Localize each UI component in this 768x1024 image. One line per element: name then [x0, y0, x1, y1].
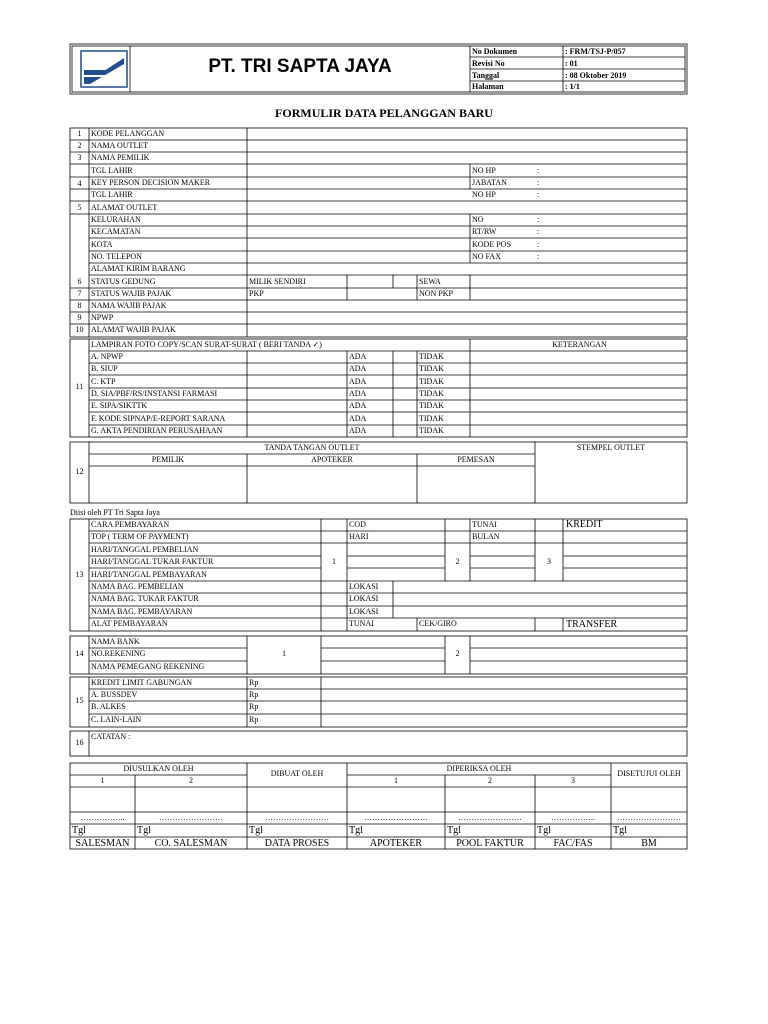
field-label: STATUS WAJIB PAJAK: [91, 289, 172, 298]
form-label: 2: [455, 557, 460, 566]
meta-value: : 1/1: [565, 82, 580, 91]
form-label: DISETUJUI OLEH: [617, 769, 681, 778]
role-label: CO. SALESMAN: [154, 838, 228, 849]
meta-label: No Dokumen: [472, 47, 518, 56]
company-logo: [80, 50, 128, 88]
field-label: KODE POS: [472, 240, 511, 249]
role-label: FAC/FAS: [553, 838, 593, 849]
signature-line: ……………..: [80, 813, 125, 822]
form-label: TANDA TANGAN OUTLET: [264, 443, 360, 452]
field-label: CARA PEMBAYARAN: [91, 520, 170, 529]
field-label: TOP ( TERM OF PAYMENT): [91, 532, 189, 541]
document-item: A. NPWP: [91, 352, 124, 361]
form-title: FORMULIR DATA PELANGGAN BARU: [275, 106, 493, 120]
field-label: KOTA: [91, 240, 113, 249]
currency-label: Rp: [249, 678, 259, 687]
field-label: NAMA OUTLET: [91, 141, 149, 150]
role-label: POOL FAKTUR: [456, 838, 524, 849]
signature-line: ……………………: [265, 813, 329, 822]
form-label: A. BUSSDEV: [91, 690, 138, 699]
option-tidak: TIDAK: [419, 388, 444, 398]
meta-label: Revisi No: [472, 59, 505, 68]
field-label: KECAMATAN: [91, 227, 141, 236]
colon: :: [537, 240, 540, 249]
row-number: 13: [75, 570, 84, 579]
field-label: ALAMAT OUTLET: [91, 203, 158, 212]
form-label: DIPERIKSA OLEH: [446, 764, 512, 773]
date-label: Tgl: [349, 825, 363, 836]
field-label: KEY PERSON DECISION MAKER: [91, 178, 211, 187]
currency-label: Rp: [249, 690, 259, 699]
form-label: TUNAI: [472, 520, 497, 529]
option-ada: ADA: [349, 376, 367, 386]
form-label: BULAN: [472, 532, 500, 541]
field-label: NAMA BAG. TUKAR FAKTUR: [91, 594, 199, 603]
document-item: B. SIUP: [91, 364, 118, 374]
document-item: C. KTP: [91, 376, 116, 386]
role-label: DATA PROSES: [264, 838, 330, 849]
date-label: Tgl: [537, 825, 551, 836]
form-label: NAMA PEMEGANG REKENING: [91, 662, 205, 671]
meta-value: : 08 Oktober 2019: [565, 71, 627, 80]
field-label: KELURAHAN: [91, 215, 141, 224]
form-label: DIUSULKAN OLEH: [123, 764, 194, 773]
field-label: HARI/TANGGAL PEMBAYARAN: [91, 570, 207, 579]
meta-value: : 01: [565, 59, 578, 68]
row-number: 5: [77, 203, 82, 212]
signature-line: ……………..: [551, 813, 595, 822]
form-label: 3: [547, 557, 551, 566]
form-label: KETERANGAN: [552, 340, 607, 349]
document-item: G. AKTA PENDIRIAN PERUSAHAAN: [91, 425, 223, 435]
form-label: SEWA: [419, 277, 441, 286]
form-label: 3: [571, 776, 575, 785]
option-tidak: TIDAK: [419, 401, 444, 411]
field-label: NO HP: [472, 166, 496, 175]
form-label: TRANSFER: [566, 619, 618, 630]
role-label: SALESMAN: [75, 838, 130, 849]
field-label: NO HP: [472, 190, 496, 199]
field-label: RT/RW: [472, 227, 497, 236]
form-label: PEMESAN: [457, 455, 495, 464]
field-label: ALAMAT KIRIM BARANG: [91, 264, 186, 273]
date-label: Tgl: [72, 825, 86, 836]
document-item: E. SIPA/SIKTTK: [91, 401, 148, 411]
form-label: 1: [282, 649, 286, 658]
field-label: TGL LAHIR: [91, 190, 133, 199]
form-label: PKP: [249, 289, 264, 298]
option-ada: ADA: [349, 388, 367, 398]
company-name: PT. TRI SAPTA JAYA: [208, 56, 392, 77]
meta-label: Halaman: [472, 82, 504, 91]
form-label: 1: [332, 557, 336, 566]
role-label: BM: [641, 838, 657, 849]
signature-line: ……………………: [458, 813, 522, 822]
form-label: KREDIT LIMIT GABUNGAN: [91, 678, 193, 687]
row-number: 15: [75, 696, 84, 705]
field-label: ALAT PEMBAYARAN: [91, 619, 168, 628]
field-label: NAMA BAG. PEMBAYARAN: [91, 607, 193, 616]
field-label: HARI/TANGGAL TUKAR FAKTUR: [91, 557, 214, 566]
form-label: APOTEKER: [311, 455, 353, 464]
form-label: HARI: [349, 532, 369, 541]
option-ada: ADA: [349, 364, 367, 374]
form-label: 2: [455, 649, 460, 658]
form-label: COD: [349, 520, 366, 529]
option-ada: ADA: [349, 413, 367, 423]
form-label: TUNAI: [349, 619, 374, 628]
row-number: 3: [77, 153, 82, 162]
field-label: TGL LAHIR: [91, 166, 133, 175]
form-label: CEK/GIRO: [419, 619, 457, 628]
form-label: NON PKP: [419, 289, 454, 298]
option-ada: ADA: [349, 425, 367, 435]
form-label: C. LAIN-LAIN: [91, 715, 142, 724]
date-label: Tgl: [613, 825, 627, 836]
row-number: 1: [77, 129, 82, 138]
colon: :: [537, 190, 540, 199]
row-number: 11: [75, 382, 84, 391]
form-label: DIBUAT OLEH: [270, 769, 324, 778]
form-label: LAMPIRAN FOTO COPY/SCAN SURAT-SURAT ( BERI TANDA ✓): [91, 340, 322, 349]
form-label: LOKASI: [349, 594, 379, 603]
option-tidak: TIDAK: [419, 376, 444, 386]
notes-label: CATATAN :: [91, 732, 131, 741]
form-label: NO.REKENING: [91, 649, 146, 658]
form-label: MILIK SENDIRI: [249, 277, 306, 286]
field-label: NAMA BAG. PEMBELIAN: [91, 582, 184, 591]
row-number: 10: [75, 325, 84, 334]
field-label: HARI/TANGGAL PEMBELIAN: [91, 545, 199, 554]
form-label: NAMA BANK: [91, 637, 140, 646]
option-ada: ADA: [349, 352, 367, 361]
meta-label: Tanggal: [472, 71, 500, 80]
field-label: JABATAN: [472, 178, 507, 187]
row-number: 7: [77, 289, 82, 298]
field-label: ALAMAT WAJIB PAJAK: [91, 325, 176, 334]
colon: :: [537, 178, 540, 187]
form-label: B. ALKES: [91, 702, 126, 711]
form-label: 1: [100, 776, 105, 785]
field-label: STATUS GEDUNG: [91, 277, 156, 286]
form-label: 2: [488, 776, 492, 785]
field-label: NO: [472, 215, 484, 224]
form-label: KREDIT: [566, 519, 603, 530]
row-number: 9: [77, 313, 82, 322]
field-label: NAMA WAJIB PAJAK: [91, 301, 167, 310]
signature-line: ……………………: [617, 813, 681, 822]
option-tidak: TIDAK: [419, 413, 444, 423]
field-label: NO FAX: [472, 252, 501, 261]
field-label: NPWP: [91, 313, 114, 322]
field-label: KODE PELANGGAN: [91, 129, 165, 138]
row-number: 12: [75, 467, 84, 476]
role-label: APOTEKER: [369, 838, 423, 849]
form-label: LOKASI: [349, 607, 379, 616]
option-tidak: TIDAK: [419, 425, 444, 435]
form-label: LOKASI: [349, 582, 379, 591]
option-ada: ADA: [349, 401, 367, 411]
currency-label: Rp: [249, 702, 259, 711]
date-label: Tgl: [249, 825, 263, 836]
form-label: STEMPEL OUTLET: [576, 443, 646, 452]
field-label: NO. TELEPON: [91, 252, 142, 261]
option-tidak: TIDAK: [419, 352, 444, 361]
colon: :: [537, 227, 540, 236]
row-number: 4: [77, 179, 82, 188]
colon: :: [537, 252, 540, 261]
note: Diisi oleh PT Tri Sapta Jaya: [70, 508, 160, 517]
document-item: D. SIA/PBF/RS/INSTANSI FARMASI: [91, 388, 218, 398]
signature-line: ……………………: [364, 813, 428, 822]
option-tidak: TIDAK: [419, 364, 444, 374]
signature-line: ……………………: [159, 813, 223, 822]
row-number: 14: [75, 649, 84, 658]
form-label: 2: [189, 776, 193, 785]
row-number: 6: [77, 277, 82, 286]
currency-label: Rp: [249, 715, 259, 724]
date-label: Tgl: [137, 825, 151, 836]
meta-value: : FRM/TSJ-P/057: [565, 47, 626, 56]
form-label: 1: [394, 776, 398, 785]
form-label: PEMILIK: [151, 455, 185, 464]
row-number: 2: [77, 141, 82, 150]
row-number: 16: [75, 738, 84, 747]
row-number: 8: [77, 301, 82, 310]
field-label: NAMA PEMILIK: [91, 153, 150, 162]
colon: :: [537, 215, 540, 224]
document-item: F. KODE SIPNAP/E-REPORT SARANA: [91, 413, 226, 423]
colon: :: [537, 166, 540, 175]
date-label: Tgl: [447, 825, 461, 836]
